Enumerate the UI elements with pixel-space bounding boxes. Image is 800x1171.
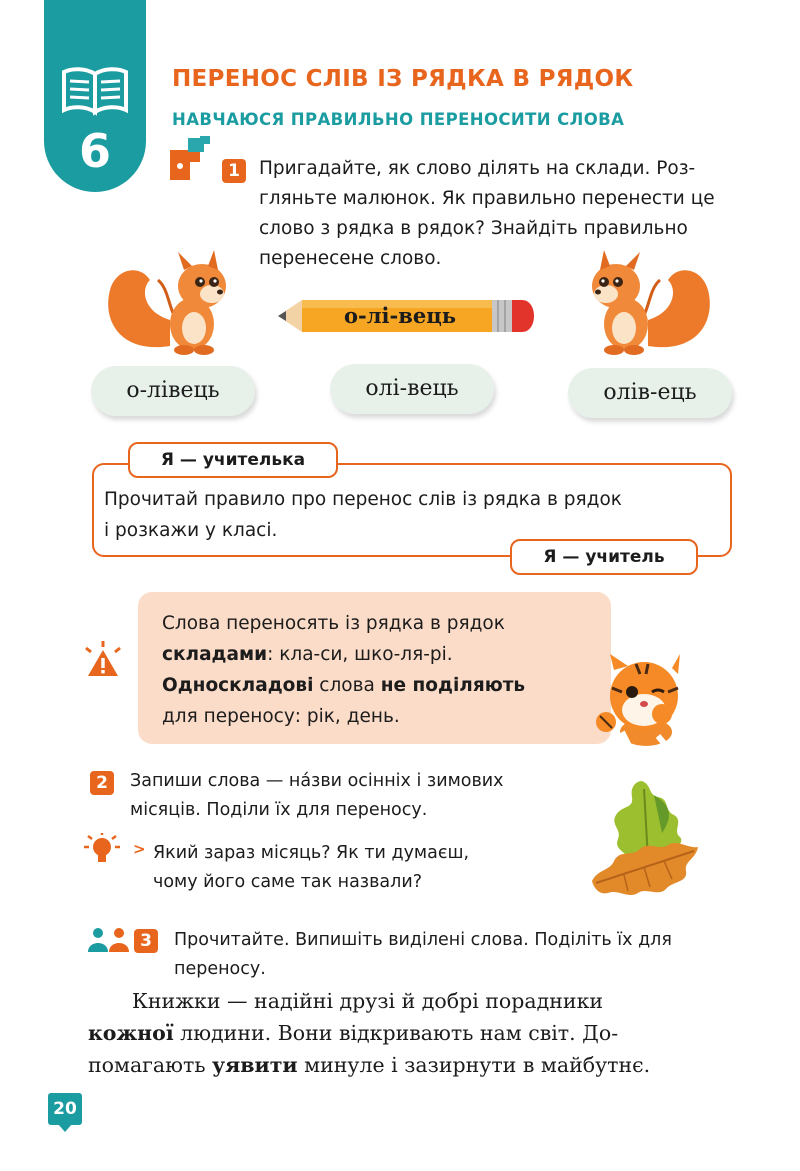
lightbulb-icon: [82, 833, 122, 867]
teacher-box-line: Прочитай правило про перенос слів із рядка в рядок: [104, 489, 622, 510]
puzzle-icon: [170, 136, 214, 182]
reading-text-span: людини. Вони відкривають нам світ. До-: [173, 1021, 619, 1045]
reading-bold-word: кожної: [88, 1021, 174, 1045]
squirrel-illustration-left: [100, 250, 238, 358]
reading-text-span: помагають: [88, 1053, 213, 1077]
lesson-number: 6: [78, 124, 111, 178]
rule-line-1: Слова переносять із рядка в рядок: [162, 613, 505, 634]
teacher-label-male: Я — учитель: [510, 539, 698, 575]
reading-bold-word: уявити: [212, 1053, 298, 1077]
task-number-1: 1: [222, 159, 246, 183]
rule-emphasis: Односкладові: [162, 675, 314, 696]
lesson-subtitle: НАВЧАЮСЯ ПРАВИЛЬНО ПЕРЕНОСИТИ СЛОВА: [172, 110, 625, 129]
reading-line: [88, 1049, 738, 1081]
rule-text: [162, 608, 525, 732]
reading-line: [88, 1017, 738, 1049]
task1-line: слово з рядка в рядок? Знайдіть правильно: [259, 218, 688, 239]
teacher-box-text: [104, 484, 622, 546]
answer-choice-3[interactable]: олів-ець: [568, 368, 732, 418]
rule-text-span: : кла-си, шко-ля-рі.: [267, 644, 453, 665]
reading-text-span: минуле і зазирнути в майбутнє.: [297, 1053, 651, 1077]
oak-leaves-illustration: [584, 775, 706, 901]
answer-choice-1[interactable]: о-лівець: [91, 366, 255, 416]
task3-line: Прочитайте. Випишіть виділені слова. Поділіть їх для: [174, 930, 672, 950]
reading-line: Книжки — надійні друзі й добрі порадники: [132, 989, 604, 1013]
task2-line: Запиши слова — на́зви осінніх і зимових: [130, 771, 504, 791]
task2-question-line: Який зараз місяць? Як ти думаєш,: [153, 843, 470, 863]
task2-question: [153, 839, 469, 897]
page-tab-pointer: [58, 1124, 72, 1132]
rule-emphasis: не поділяють: [380, 675, 526, 696]
lesson-badge: [44, 0, 146, 192]
book-icon: [60, 66, 130, 116]
tiger-cub-illustration: [592, 652, 696, 748]
task2-question-line: чому його саме так назвали?: [153, 872, 422, 892]
task3-text: [174, 926, 672, 984]
rule-emphasis: складами: [162, 644, 268, 665]
rule-line-2: [162, 639, 525, 670]
rule-text-span: слова: [313, 675, 381, 696]
teacher-box-line: і розкажи у класі.: [104, 520, 278, 541]
task1-line: гляньте малюнок. Як правильно перенести це: [259, 188, 715, 209]
task-number-3: 3: [134, 929, 158, 953]
squirrel-illustration-right: [580, 250, 718, 358]
question-marker: >: [133, 840, 146, 858]
task1-line: перенесене слово.: [259, 248, 442, 269]
pair-work-icon: [88, 928, 130, 952]
task3-line: переносу.: [174, 959, 266, 979]
task2-line: місяців. Поділи їх для переносу.: [130, 800, 428, 820]
warning-icon: [82, 640, 124, 678]
rule-line-4: для переносу: рік, день.: [162, 706, 400, 727]
reading-passage: [88, 985, 738, 1081]
page-number: 20: [48, 1093, 82, 1125]
rule-line-3: [162, 670, 525, 701]
task2-text: [130, 767, 504, 825]
pencil-word: о-лі-вець: [344, 303, 456, 328]
teacher-label-female: Я — учителька: [128, 442, 338, 478]
task-number-2: 2: [90, 771, 114, 795]
lesson-title: ПЕРЕНОС СЛІВ ІЗ РЯДКА В РЯДОК: [172, 66, 634, 92]
answer-choice-2[interactable]: олі-вець: [330, 364, 494, 414]
task1-line: Пригадайте, як слово ділять на склади. Роз-: [259, 158, 696, 179]
